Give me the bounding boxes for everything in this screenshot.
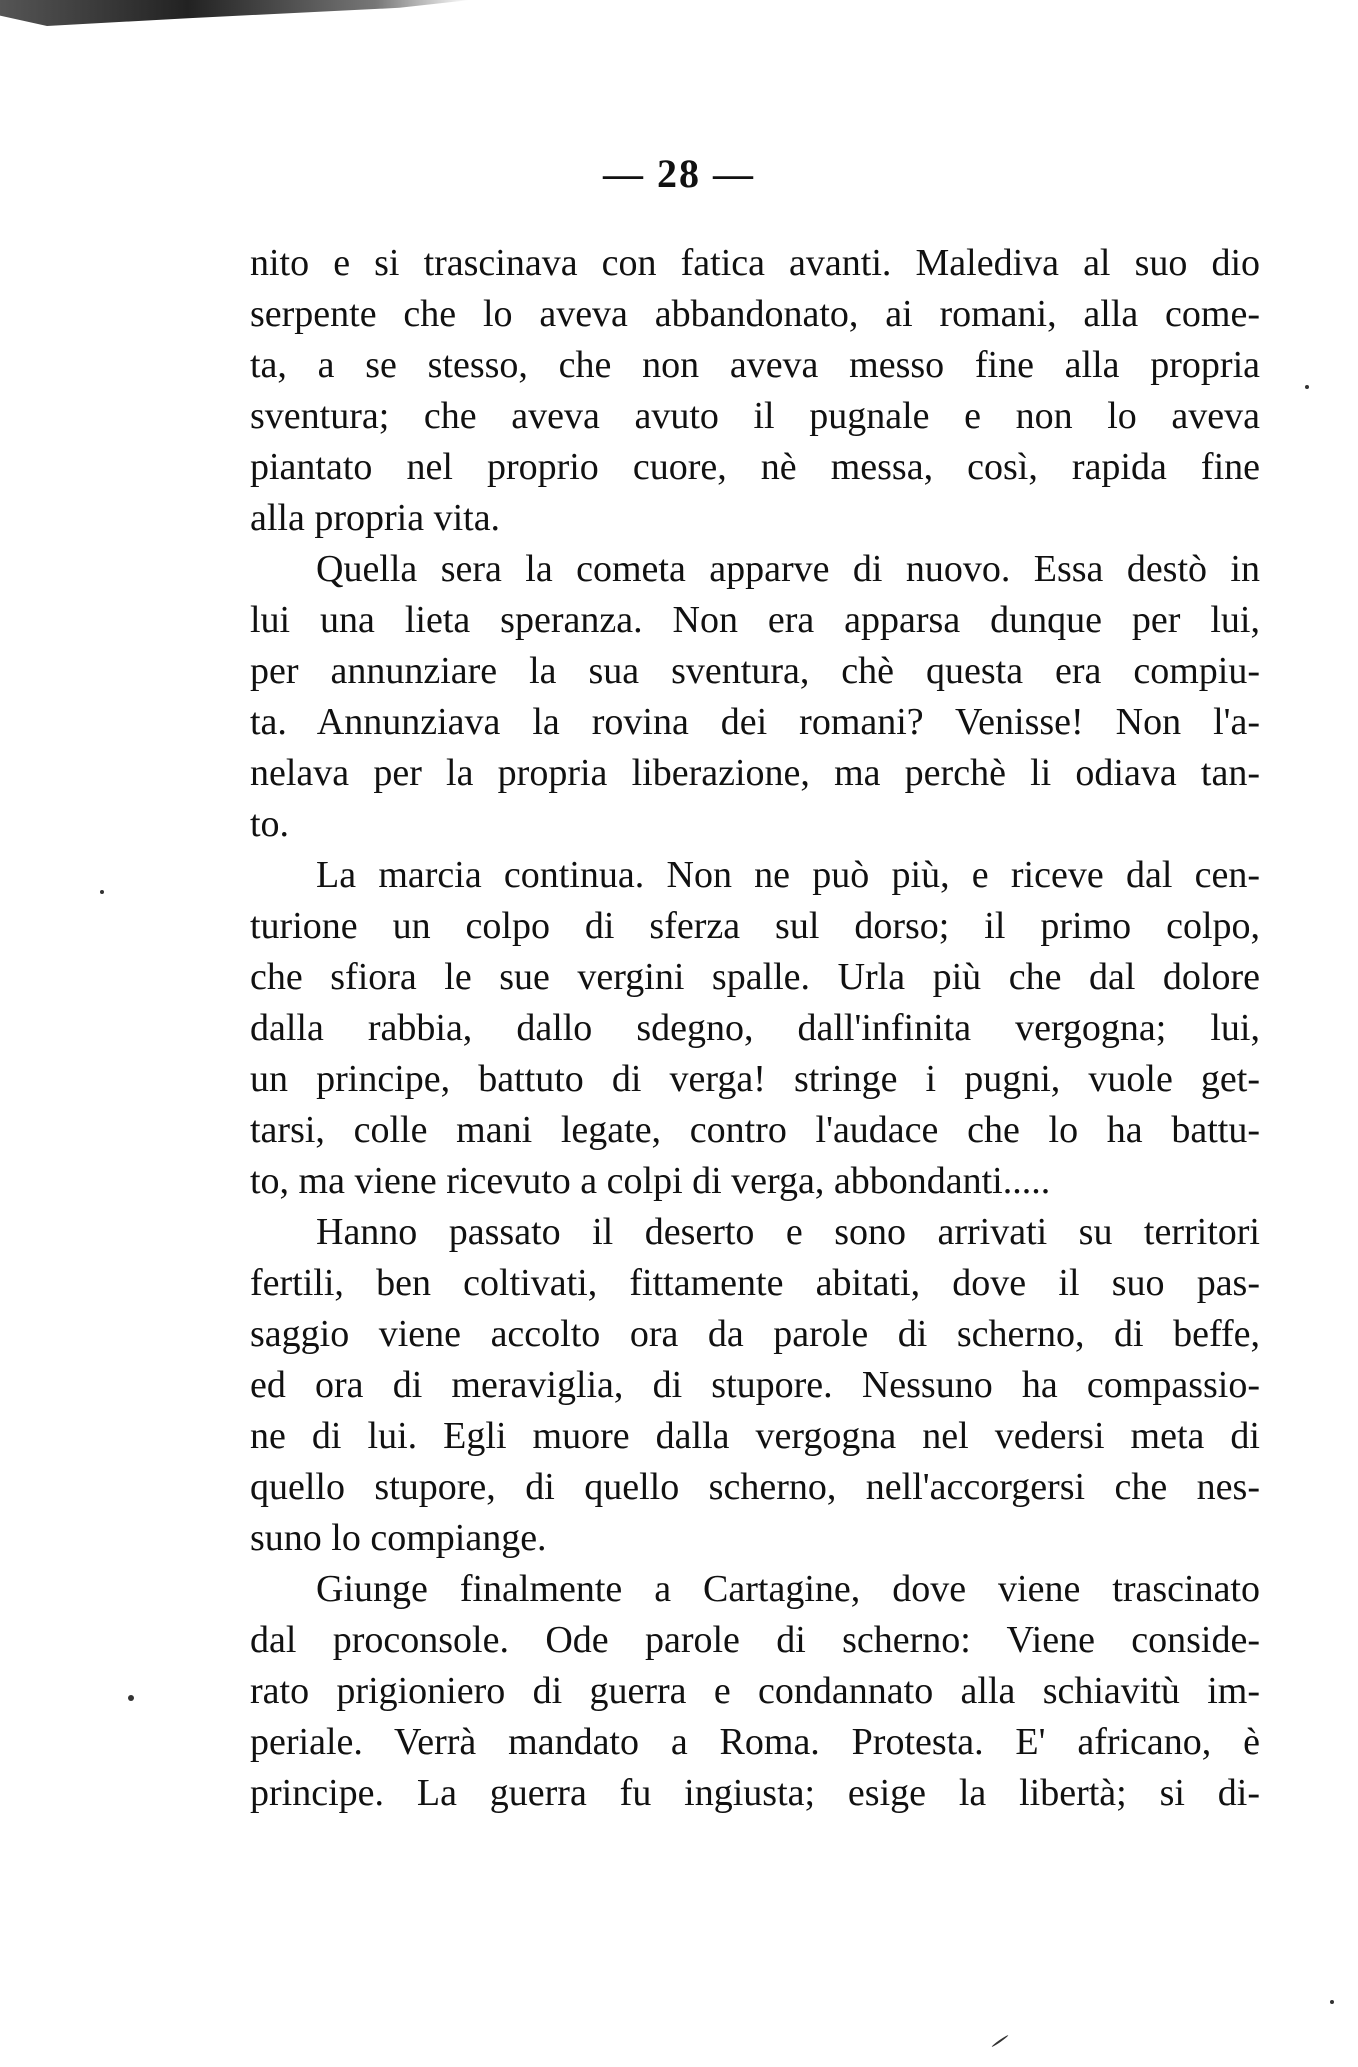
text-line: piantato nel proprio cuore, nè messa, così, rapida fine bbox=[250, 446, 1260, 488]
text-line: rato prigioniero di guerra e condannato alla schiavitù im- bbox=[250, 1670, 1260, 1712]
text-line: Hanno passato il deserto e sono arrivati su territori bbox=[316, 1211, 1260, 1253]
text-line: suno lo compiange. bbox=[250, 1517, 547, 1559]
page-number: — 28 — bbox=[603, 151, 755, 196]
paragraph bbox=[250, 544, 1260, 850]
text-line: saggio viene accolto ora da parole di scherno, di beffe, bbox=[250, 1313, 1260, 1355]
scan-speck bbox=[128, 1695, 134, 1701]
text-line: serpente che lo aveva abbandonato, ai romani, alla come- bbox=[250, 293, 1260, 335]
text-line: turione un colpo di sferza sul dorso; il primo colpo, bbox=[250, 905, 1260, 947]
paragraph bbox=[250, 238, 1260, 544]
paragraph bbox=[250, 850, 1260, 1207]
text-line: periale. Verrà mandato a Roma. Protesta. E' africano, è bbox=[250, 1721, 1260, 1763]
scan-speck bbox=[1305, 385, 1309, 389]
text-line: tarsi, colle mani legate, contro l'audace che lo ha battu- bbox=[250, 1109, 1260, 1151]
text-line: to, ma viene ricevuto a colpi di verga, abbondanti..... bbox=[250, 1160, 1051, 1202]
text-line: sventura; che aveva avuto il pugnale e non lo aveva bbox=[250, 395, 1260, 437]
text-line: ed ora di meraviglia, di stupore. Nessuno ha compassio- bbox=[250, 1364, 1260, 1406]
paragraph bbox=[250, 1564, 1260, 1819]
text-line: Giunge finalmente a Cartagine, dove viene trascinato bbox=[316, 1568, 1260, 1610]
text-line: to. bbox=[250, 803, 290, 845]
scan-speck bbox=[991, 2034, 1009, 2047]
text-line: lui una lieta speranza. Non era apparsa dunque per lui, bbox=[250, 599, 1260, 641]
text-line: principe. La guerra fu ingiusta; esige la libertà; si di- bbox=[250, 1772, 1260, 1814]
text-line: dalla rabbia, dallo sdegno, dall'infinita vergogna; lui, bbox=[250, 1007, 1260, 1049]
text-line: nelava per la propria liberazione, ma perchè li odiava tan- bbox=[250, 752, 1260, 794]
scan-smudge bbox=[0, 0, 470, 26]
paragraph bbox=[250, 1207, 1260, 1564]
scan-speck bbox=[1330, 2000, 1334, 2004]
scan-speck bbox=[100, 890, 104, 894]
text-line: dal proconsole. Ode parole di scherno: Viene conside- bbox=[250, 1619, 1260, 1661]
text-line: Quella sera la cometa apparve di nuovo. Essa destò in bbox=[316, 548, 1260, 590]
text-line: alla propria vita. bbox=[250, 497, 501, 539]
text-line: nito e si trascinava con fatica avanti. Malediva al suo dio bbox=[250, 242, 1260, 284]
text-line: un principe, battuto di verga! stringe i pugni, vuole get- bbox=[250, 1058, 1260, 1100]
text-line: per annunziare la sua sventura, chè questa era compiu- bbox=[250, 650, 1260, 692]
text-line: ta. Annunziava la rovina dei romani? Venisse! Non l'a- bbox=[250, 701, 1260, 743]
text-line: La marcia continua. Non ne può più, e riceve dal cen- bbox=[316, 854, 1260, 896]
text-line: ta, a se stesso, che non aveva messo fine alla propria bbox=[250, 344, 1260, 386]
text-line: quello stupore, di quello scherno, nell'accorgersi che nes- bbox=[250, 1466, 1260, 1508]
text-line: fertili, ben coltivati, fittamente abitati, dove il suo pas- bbox=[250, 1262, 1260, 1304]
text-line: che sfiora le sue vergini spalle. Urla più che dal dolore bbox=[250, 956, 1260, 998]
body-text bbox=[250, 238, 1260, 1819]
text-line: ne di lui. Egli muore dalla vergogna nel vedersi meta di bbox=[250, 1415, 1260, 1457]
